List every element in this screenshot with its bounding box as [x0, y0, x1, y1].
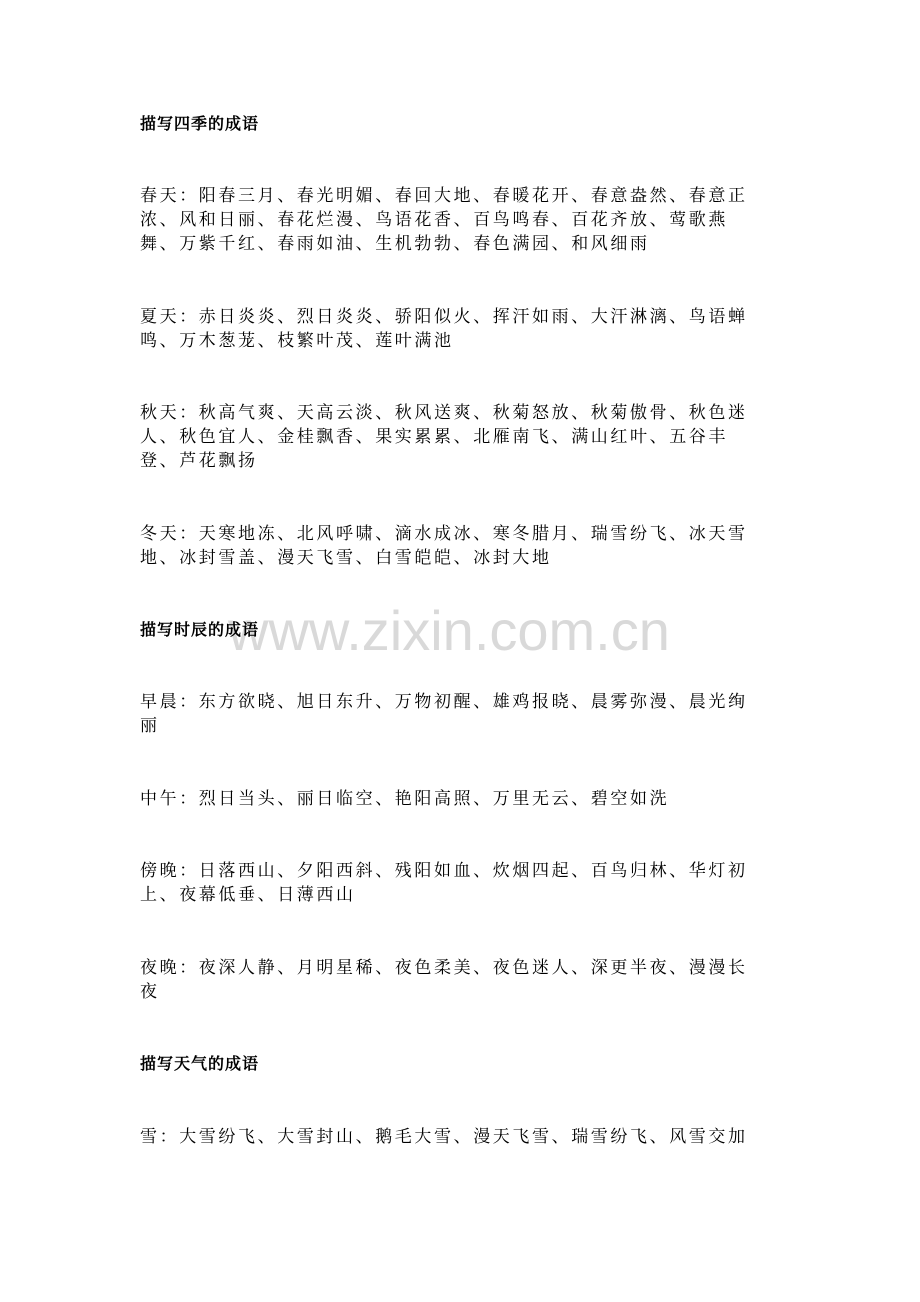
- section-heading-seasons: 描写四季的成语: [140, 114, 260, 133]
- text-line: 夏天：赤日炎炎、烈日炎炎、骄阳似火、挥汗如雨、大汗淋漓、鸟语蝉: [140, 307, 748, 327]
- paragraph-night: [140, 956, 765, 1004]
- text-line: 夜: [140, 982, 160, 1002]
- section-heading-times: 描写时辰的成语: [140, 620, 260, 639]
- paragraph-autumn: [140, 401, 765, 473]
- paragraph-winter: [140, 522, 765, 570]
- text-line: 鸣、万木葱茏、枝繁叶茂、莲叶满池: [140, 331, 454, 351]
- text-line: 上、夜幕低垂、日薄西山: [140, 885, 356, 905]
- text-line: 舞、万紫千红、春雨如油、生机勃勃、春色满园、和风细雨: [140, 234, 650, 254]
- text-line: 早晨：东方欲晓、旭日东升、万物初醒、雄鸡报晓、晨雾弥漫、晨光绚: [140, 692, 748, 712]
- watermark: www.zixin.com.cn: [228, 599, 670, 662]
- text-line: 春天：阳春三月、春光明媚、春回大地、春暖花开、春意盎然、春意正: [140, 186, 748, 206]
- text-line: 傍晚：日落西山、夕阳西斜、残阳如血、炊烟四起、百鸟归林、华灯初: [140, 861, 748, 881]
- text-line: 地、冰封雪盖、漫天飞雪、白雪皑皑、冰封大地: [140, 548, 552, 568]
- paragraph-summer: [140, 305, 765, 353]
- text-line: 登、芦花飘扬: [140, 451, 258, 471]
- text-line: 中午：烈日当头、丽日临空、艳阳高照、万里无云、碧空如洗: [140, 789, 670, 809]
- section-heading-weather: 描写天气的成语: [140, 1054, 260, 1073]
- text-line: 人、秋色宜人、金桂飘香、果实累累、北雁南飞、满山红叶、五谷丰: [140, 427, 728, 447]
- text-line: 夜晚：夜深人静、月明星稀、夜色柔美、夜色迷人、深更半夜、漫漫长: [140, 958, 748, 978]
- text-line: 雪：大雪纷飞、大雪封山、鹅毛大雪、漫天飞雪、瑞雪纷飞、风雪交加: [140, 1127, 748, 1147]
- text-line: 秋天：秋高气爽、天高云淡、秋风送爽、秋菊怒放、秋菊傲骨、秋色迷: [140, 403, 748, 423]
- paragraph-spring: [140, 184, 765, 256]
- paragraph-noon: [140, 787, 765, 811]
- text-line: 丽: [140, 716, 160, 736]
- paragraph-dusk: [140, 859, 765, 907]
- text-line: 浓、风和日丽、春花烂漫、鸟语花香、百鸟鸣春、百花齐放、莺歌燕: [140, 210, 728, 230]
- paragraph-morning: [140, 690, 765, 738]
- paragraph-snow: [140, 1125, 765, 1149]
- text-line: 冬天：天寒地冻、北风呼啸、滴水成冰、寒冬腊月、瑞雪纷飞、冰天雪: [140, 524, 748, 544]
